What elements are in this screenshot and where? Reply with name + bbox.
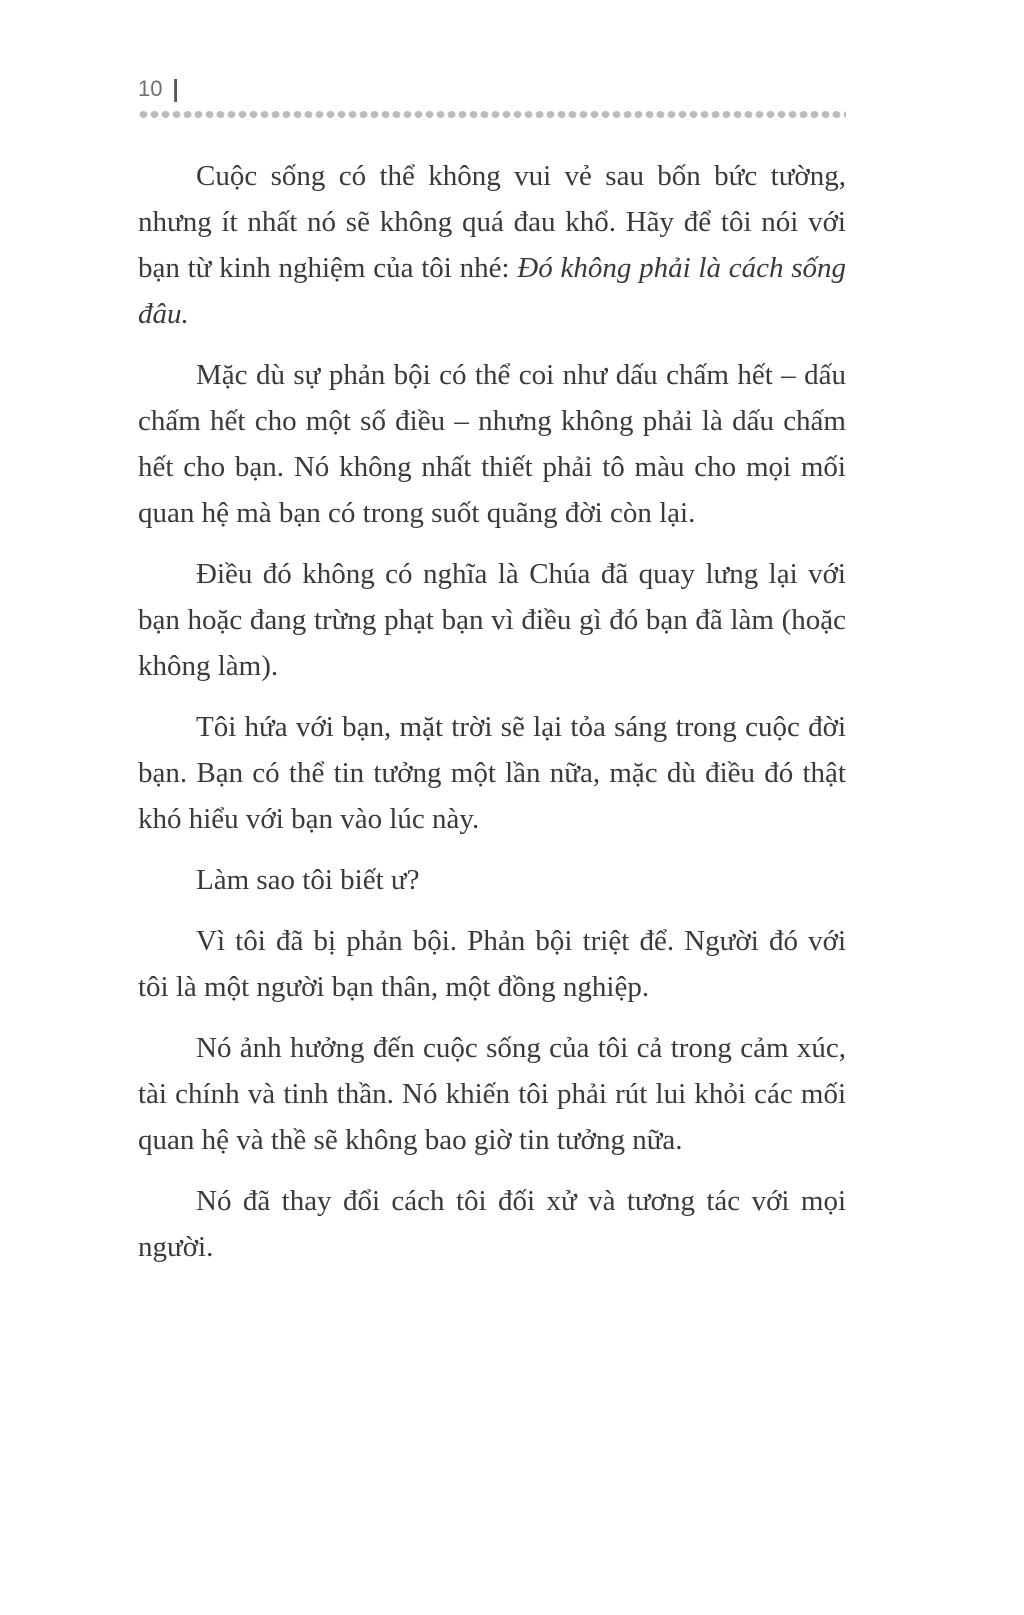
paragraph xyxy=(138,1178,846,1270)
page-content xyxy=(138,153,846,1270)
dotted-rule-divider xyxy=(138,110,846,119)
paragraph xyxy=(138,1025,846,1163)
paragraph xyxy=(138,918,846,1010)
page-number: 10 xyxy=(138,76,163,101)
paragraph-text-italic: Đó không phải là cách sống đâu. xyxy=(138,252,846,330)
paragraph-text: Mặc dù sự phản bội có thể coi như dấu chấm hết – dấu chấm hết cho một số điều – nhưng không phải là dấu chấm hết cho bạn. Nó không nhất thiết phải tô màu cho mọi mối quan hệ mà bạn có trong suốt quãng đời còn lại. xyxy=(138,359,846,529)
paragraph-text: Nó ảnh hưởng đến cuộc sống của tôi cả trong cảm xúc, tài chính và tinh thần. Nó khiến tôi phải rút lui khỏi các mối quan hệ và thề sẽ không bao giờ tin tưởng nữa. xyxy=(138,1032,846,1156)
page-number-separator: | xyxy=(172,74,179,103)
paragraph xyxy=(138,704,846,842)
paragraph-text: Tôi hứa với bạn, mặt trời sẽ lại tỏa sáng trong cuộc đời bạn. Bạn có thể tin tưởng một lần nữa, mặc dù điều đó thật khó hiểu với bạn vào lúc này. xyxy=(138,711,846,835)
paragraph xyxy=(138,153,846,337)
paragraph-text: Vì tôi đã bị phản bội. Phản bội triệt để. Người đó với tôi là một người bạn thân, một đồng nghiệp. xyxy=(138,925,846,1003)
paragraph-text: Làm sao tôi biết ư? xyxy=(196,864,420,896)
paragraph-text: Cuộc sống có thể không vui vẻ sau bốn bức tường, nhưng ít nhất nó sẽ không quá đau khổ. Hãy để tôi nói với bạn từ kinh nghiệm của tôi nhé: xyxy=(138,160,846,284)
paragraph-text: Điều đó không có nghĩa là Chúa đã quay lưng lại với bạn hoặc đang trừng phạt bạn vì điều gì đó bạn đã làm (hoặc không làm). xyxy=(138,558,846,682)
paragraph-text: Nó đã thay đổi cách tôi đối xử và tương tác với mọi người. xyxy=(138,1185,846,1263)
page-number-row xyxy=(138,76,846,102)
paragraph xyxy=(138,857,846,903)
paragraph xyxy=(138,551,846,689)
page-header xyxy=(138,76,846,119)
paragraph xyxy=(138,352,846,536)
